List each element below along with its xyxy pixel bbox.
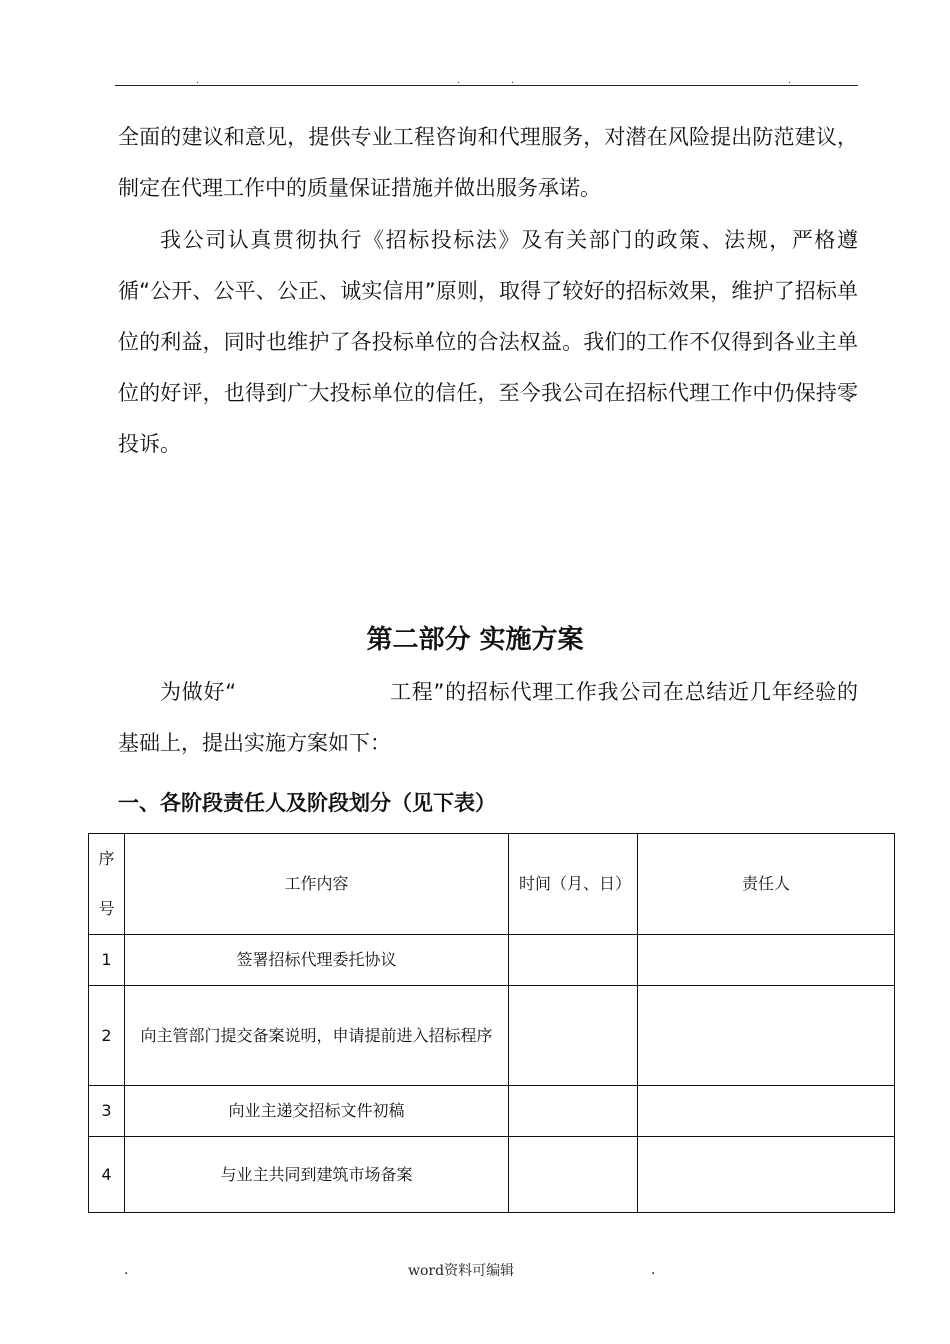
row-person <box>638 1137 895 1213</box>
header-person: 责任人 <box>638 834 895 935</box>
section-intro <box>118 667 858 769</box>
intro-paragraph-2: 我公司认真贯彻执行《招标投标法》及有关部门的政策、法规，严格遵循“公开、公平、公正、诚实信用”原则，取得了较好的招标效果，维护了招标单位的利益，同时也维护了各投标单位的合法权益。我们的工作不仅得到各业主单位的好评，也得到广大投标单位的信任，至今我公司在招标代理工作中仍保持零投诉。 <box>118 228 858 456</box>
intro-paragraph-1: 全面的建议和意见，提供专业工程咨询和代理服务，对潜在风险提出防范建议，制定在代理工作中的质量保证措施并做出服务承诺。 <box>118 125 858 200</box>
section-title: 第二部分 实施方案 <box>366 625 584 655</box>
header-time: 时间（月、日） <box>509 834 638 935</box>
row-content: 向业主递交招标文件初稿 <box>125 1086 509 1137</box>
row-no: 4 <box>89 1137 125 1213</box>
row-no: 3 <box>89 1086 125 1137</box>
row-time <box>509 986 638 1086</box>
header-dot: . <box>196 75 200 86</box>
row-person <box>638 986 895 1086</box>
header-no: 序号 <box>89 834 125 935</box>
header-rule <box>115 85 858 86</box>
section-intro-part1: 为做好“ <box>160 680 237 704</box>
row-person <box>638 935 895 986</box>
row-time <box>509 1137 638 1213</box>
table-row <box>89 1086 895 1137</box>
schedule-table <box>88 833 895 1213</box>
row-no: 2 <box>89 986 125 1086</box>
row-person <box>638 1086 895 1137</box>
footer-text: word资料可编辑 <box>408 1263 515 1279</box>
row-content: 与业主共同到建筑市场备案 <box>125 1137 509 1213</box>
header-dot: . <box>457 75 461 86</box>
footer-dot-left: . <box>124 1262 129 1278</box>
section-intro-part2: 工程”的招标代理工作我公司在总结近几年经验的基础上，提出实施方案如下： <box>118 680 858 755</box>
header-dot: . <box>788 75 792 86</box>
row-time <box>509 935 638 986</box>
table-header-row <box>89 834 895 935</box>
table-row <box>89 986 895 1086</box>
header-dot: . <box>511 75 515 86</box>
header-content: 工作内容 <box>125 834 509 935</box>
row-time <box>509 1086 638 1137</box>
row-content: 向主管部门提交备案说明，申请提前进入招标程序 <box>125 986 509 1086</box>
row-content: 签署招标代理委托协议 <box>125 935 509 986</box>
row-no: 1 <box>89 935 125 986</box>
table-row <box>89 1137 895 1213</box>
sub-heading: 一、各阶段责任人及阶段划分（见下表） <box>118 791 496 815</box>
footer-dot-right: . <box>651 1262 656 1278</box>
table-row <box>89 935 895 986</box>
